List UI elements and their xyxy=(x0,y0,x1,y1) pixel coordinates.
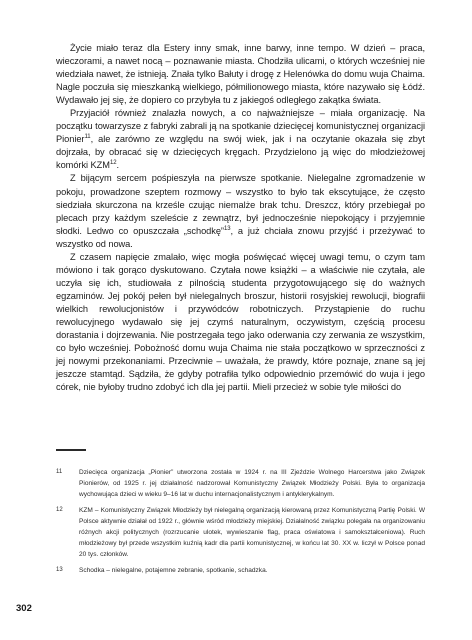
footnote-number: 11 xyxy=(56,469,63,475)
paragraph xyxy=(56,251,425,395)
page-number: 302 xyxy=(16,603,32,614)
paragraph xyxy=(56,172,425,250)
paragraph-text: . xyxy=(116,160,120,171)
paragraph-text: , a już chciała znowu przyjść i przeżywać to wszystko od nowa. xyxy=(56,225,425,249)
footnote xyxy=(56,565,425,576)
footnote-number: 12 xyxy=(56,507,63,513)
footnote-text: KZM – Komunistyczny Związek Młodzieży był nielegalną organizacją kierowaną przez Komunistyczną Partię Polski. W Polsce aktywnie działał od 1922 r., głównie wśród młodzieży miejskiej. Działalność związku polegała na organizowaniu różnych akcji politycznych (rozrzucanie ulotek, wywieszanie flag, praca oświatowa i samokształceniowa). Ruch młodzieżowy był przede wszystkim kuźnią kadr dla partii komunistycznej, w końcu lat 30. XX w. liczył w Polsce ponad 20 tys. członków. xyxy=(79,507,425,558)
footnote xyxy=(56,467,425,500)
footnote-number: 13 xyxy=(56,567,63,573)
paragraph xyxy=(56,107,425,172)
paragraph xyxy=(56,42,425,107)
paragraph-text: Z czasem napięcie zmalało, więc mogła poświęcać więcej uwagi temu, o czym tam mówiono i tak gorąco dyskutowano. Czytała nowe książki – a właściwie nie czytała, ale uczyła się ich, studiowała z pilnością studenta przygotowującego się do ważnych egzaminów. Jej pokój pełen był nielegalnych broszur, historii rosyjskiej rewolucji, biografii wielkich rewolucjonistów i przywódców robotniczych. Przystąpienie do ruchu rewolucyjnego wydawało się jej czymś naturalnym, oczywistym, częścią procesu dorastania i dojrzewania. Nie postrzegała tego jako oderwania czy zerwania ze wszystkim, co było wcześniej. Pobożność domu wuja Chaima nie stała początkowo w sprzeczności z jej nowymi przekonaniami. Przeciwnie – uważała, że prawdy, które poznaje, znane są jej jeszcze stamtąd. Sądziła, że gdyby potrafiła tylko odpowiednio przemówić do wuja i jego córek, nie byłoby trudno zdobyć ich dla jej partii. Mieli przecież w sobie tyle miłości do xyxy=(56,251,425,393)
footnote-ref[interactable]: 11 xyxy=(84,134,91,141)
footnote-ref[interactable]: 12 xyxy=(109,160,117,167)
paragraph-text: Z bijącym sercem pośpieszyła na pierwsze spotkanie. Nielegalne zgromadzenie w pokoju, prowadzone szeptem rozmowy – wszystko to było tak ekscytujące, że często siedziała skurczona na krześle czując niemalże brak tchu. Dreszcz, który przebiegał po plecach przy każdym szeleście z zewnątrz, był jednocześnie niepokojący i przyjemnie słodki. Ledwo co opuszczała „schodkę” xyxy=(56,173,425,236)
footnote-divider xyxy=(56,449,86,451)
main-text xyxy=(56,42,425,394)
footnote-ref[interactable]: 13 xyxy=(223,225,231,232)
footnotes xyxy=(56,467,425,581)
footnote xyxy=(56,505,425,560)
paragraph-text: Przyjaciół również znalazła nowych, a co najważniejsze – miała organizację. Na początku towarzysze z fabryki zabrali ją na spotkanie dziecięcej komunistycznej organizacji Pionier xyxy=(56,108,425,145)
paragraph-text: , ale zarówno ze względu na swój wiek, jak i na oczytanie okazała się zbyt dojrzała, by obracać się w dziecięcych kręgach. Przydzielono ją więc do młodzieżowej komórki KZM xyxy=(56,134,425,171)
footnote-text: Dziecięca organizacja „Pionier” utworzona została w 1924 r. na III Zjeździe Wolnego Harcerstwa jako Związek Pionierów, od 1925 r. jej działalność nadzorował Komunistyczny Związek Młodzieży Polski. Była to organizacja wychowująca dzieci w wieku 9–16 lat w duchu internacjonalistycznym i antyklerykalnym. xyxy=(79,469,425,498)
paragraph-text: Życie miało teraz dla Estery inny smak, inne barwy, inne tempo. W dzień – praca, wieczorami, a nawet nocą – poznawanie miasta. Chodziła ulicami, o których wcześniej nie wiedziała nawet, że istnieją. Znała tylko Bałuty i drogę z Helenówka do domu wuja Chaima. Nagle poczuła się mieszkanką wielkiego, półmilionowego miasta, które nazywało się Łódź. Wydawało jej się, że dopiero co przybyła tu z jakiegoś odległego zakątka świata. xyxy=(56,43,425,106)
footnote-text: Schodka – nielegalne, potajemne zebranie, spotkanie, schadzka. xyxy=(79,567,268,574)
